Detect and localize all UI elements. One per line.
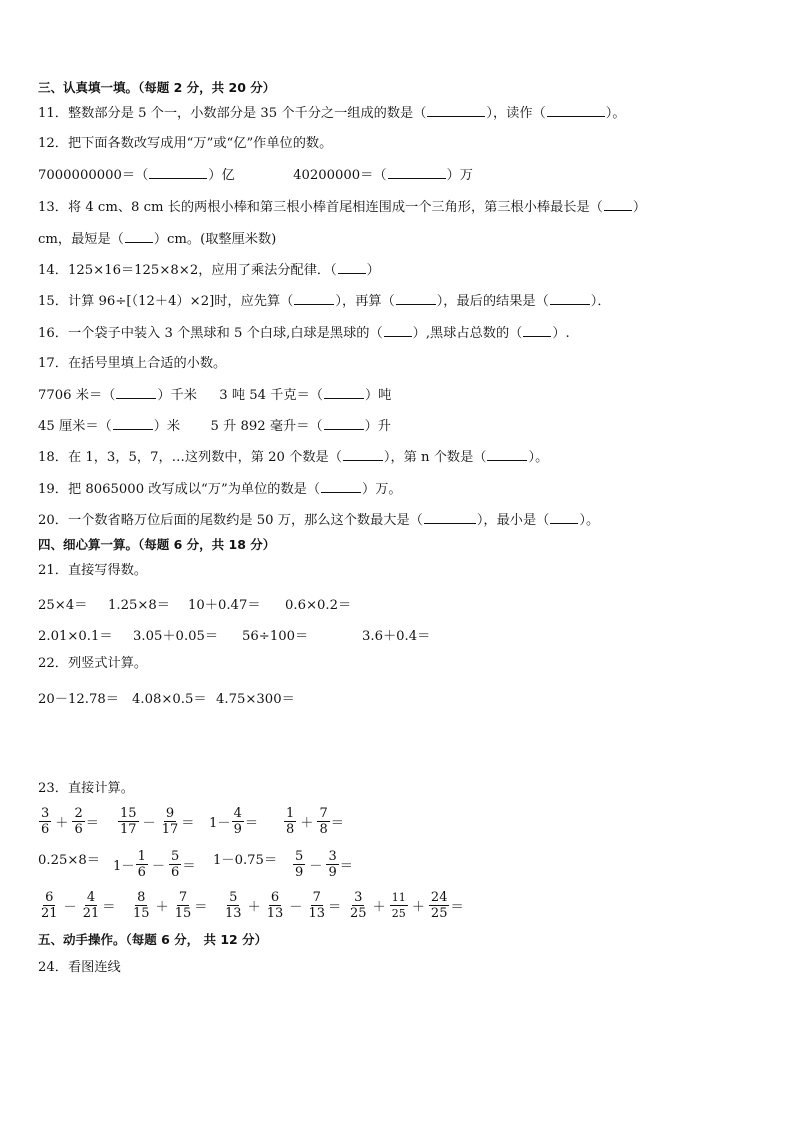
fraction: $\frac{24}{25}$ — [430, 890, 448, 921]
q17-item-b: 3 吨 54 千克＝（ — [219, 388, 323, 403]
q14-text-b: ） — [366, 263, 380, 278]
fraction: $\frac{15}{17}$ — [120, 806, 137, 837]
fraction-expr: $\frac{6}{21}$ － $\frac{4}{21}$ ＝ — [41, 890, 116, 921]
calc-item: 3.05＋0.05＝ — [133, 629, 219, 644]
fraction: $\frac{6}{21}$ — [41, 890, 58, 921]
fraction: $\frac{8}{15}$ — [133, 890, 150, 921]
q16-text-b: ）,黑球占总数的（ — [412, 326, 523, 341]
fraction: $\frac{2}{6}$ — [74, 806, 83, 837]
q15-text-b: ），再算（ — [335, 294, 395, 309]
q12-item-b-unit: ）万 — [446, 168, 473, 183]
fraction: $\frac{9}{17}$ — [161, 806, 179, 837]
calc-item: 4.08×0.5＝ — [132, 692, 207, 707]
q15-text-c: ），最后的结果是（ — [436, 294, 549, 309]
question-22: 22．列竖式计算。 — [38, 656, 148, 671]
q20-text-b: ），最小是（ — [476, 513, 550, 528]
fraction: $\frac{4}{21}$ — [82, 890, 100, 921]
answer-blank[interactable] — [324, 387, 364, 399]
answer-blank[interactable] — [113, 418, 153, 430]
section-5-title: 五、动手操作。（每题 6 分， 共 12 分） — [38, 932, 268, 947]
calc-item: 20－12.78＝ — [38, 692, 119, 707]
calc-item: 0.6×0.2＝ — [285, 598, 352, 613]
section-4-title: 四、细心算一算。（每题 6 分，共 18 分） — [38, 537, 276, 552]
q20-text-c: ）。 — [579, 513, 600, 528]
fraction: $\frac{5}{9}$ — [295, 849, 304, 880]
answer-blank[interactable] — [324, 418, 364, 430]
fraction: $\frac{5}{6}$ — [171, 849, 180, 880]
q15-text-d: ）． — [590, 294, 611, 309]
answer-blank[interactable] — [343, 449, 383, 461]
q16-text-c: ）. — [552, 326, 570, 341]
answer-blank[interactable] — [487, 449, 527, 461]
fraction: $\frac{1}{6}$ — [137, 849, 146, 880]
fraction: $\frac{1}{8}$ — [286, 806, 295, 837]
q13-text-d: ）cm。(取整厘米数) — [153, 232, 277, 247]
fraction-expr: $\frac{5}{9}$ － $\frac{3}{9}$ ＝ — [295, 849, 353, 880]
q18-text-c: ）。 — [528, 450, 549, 465]
q17-item-c: 45 厘米＝（ — [38, 419, 112, 434]
fraction: $\frac{3}{25}$ — [350, 890, 367, 921]
answer-blank[interactable] — [427, 105, 485, 117]
question-19 — [38, 481, 402, 498]
q11-text-c: ）。 — [605, 106, 626, 121]
question-17-row1 — [38, 387, 391, 404]
answer-blank[interactable] — [424, 512, 476, 524]
q19-text-b: ）万。 — [362, 482, 402, 497]
question-12-items — [38, 167, 473, 184]
question-13-line1 — [38, 199, 646, 216]
question-13-line2 — [38, 231, 276, 248]
fraction-expr: 1－ $\frac{4}{9}$ ＝ — [209, 806, 259, 837]
answer-blank[interactable] — [149, 167, 207, 179]
fraction: $\frac{5}{13}$ — [225, 890, 242, 921]
question-20 — [38, 512, 599, 529]
q12-item-a: 7000000000＝（ — [38, 168, 149, 183]
q17-item-a-unit: ）千米 — [157, 388, 197, 403]
answer-blank[interactable] — [116, 387, 156, 399]
fraction-expr: $\frac{15}{17}$ － $\frac{9}{17}$ ＝ — [120, 806, 195, 837]
calc-item: 1－0.75＝ — [213, 853, 278, 868]
q17-item-d-unit: ）升 — [364, 419, 391, 434]
fraction: $\frac{7}{15}$ — [174, 890, 192, 921]
q18-text-b: ），第 n 个数是（ — [383, 450, 487, 465]
fraction-expr: $\frac{3}{6}$ ＋ $\frac{2}{6}$ ＝ — [41, 806, 99, 837]
fraction: $\frac{4}{9}$ — [233, 806, 242, 837]
q17-item-c-unit: ）米 — [153, 419, 181, 434]
answer-blank[interactable] — [388, 167, 446, 179]
q16-text-a: 16．一个袋子中装入 3 个黑球和 5 个白球,白球是黑球的（ — [38, 326, 383, 341]
q11-text-a: 11．整数部分是 5 个一，小数部分是 35 个千分之一组成的数是（ — [38, 106, 427, 121]
fraction-expr: $\frac{8}{15}$ ＋ $\frac{7}{15}$ ＝ — [133, 890, 208, 921]
answer-blank[interactable] — [125, 231, 153, 243]
q11-text-b: ），读作（ — [486, 106, 546, 121]
calc-item: 0.25×8＝ — [38, 853, 100, 868]
fraction: $\frac{3}{6}$ — [41, 806, 50, 837]
fraction: $\frac{7}{13}$ — [308, 890, 326, 921]
question-12: 12．把下面各数改写成用“万”或“亿”作单位的数。 — [38, 136, 333, 151]
fraction-expr: $\frac{1}{8}$ ＋ $\frac{7}{8}$ ＝ — [286, 806, 344, 837]
calc-item: 25×4＝ — [38, 598, 88, 613]
q17-item-d: 5 升 892 毫升＝（ — [210, 419, 323, 434]
question-18 — [38, 449, 548, 466]
question-24: 24．看图连线 — [38, 960, 121, 975]
answer-blank[interactable] — [338, 262, 366, 274]
fraction-expr: $\frac{3}{25}$ ＋ $\frac{11}{25}$ ＋ $\frac{24}{25}$ ＝ — [350, 890, 464, 921]
question-17: 17．在括号里填上合适的小数。 — [38, 356, 227, 371]
section-3-title: 三、认真填一填。（每题 2 分，共 20 分） — [38, 80, 276, 95]
answer-blank[interactable] — [396, 293, 436, 305]
answer-blank[interactable] — [604, 199, 632, 211]
q17-item-b-unit: ）吨 — [364, 388, 392, 403]
answer-blank[interactable] — [294, 293, 334, 305]
answer-blank[interactable] — [523, 325, 551, 337]
question-23: 23．直接计算。 — [38, 781, 134, 796]
calc-item: 4.75×300＝ — [216, 692, 295, 707]
q15-text-a: 15．计算 96÷[（12＋4）×2]时，应先算（ — [38, 294, 294, 309]
calc-item: 2.01×0.1＝ — [38, 629, 113, 644]
answer-blank[interactable] — [384, 325, 412, 337]
q20-text-a: 20．一个数省略万位后面的尾数约是 50 万，那么这个数最大是（ — [38, 513, 423, 528]
q14-text-a: 14．125×16＝125×8×2，应用了乘法分配律．（ — [38, 263, 337, 278]
answer-blank[interactable] — [547, 105, 605, 117]
calc-item: 3.6＋0.4＝ — [362, 629, 431, 644]
calc-item: 10＋0.47＝ — [188, 598, 261, 613]
q12-item-a-unit: ）亿 — [208, 168, 235, 183]
answer-blank[interactable] — [321, 481, 361, 493]
question-17-row2 — [38, 418, 391, 435]
calc-item: 1.25×8＝ — [108, 598, 170, 613]
calc-item: 56÷100＝ — [242, 629, 309, 644]
answer-blank[interactable] — [550, 512, 578, 524]
q12-item-b: 40200000＝（ — [293, 168, 387, 183]
question-16 — [38, 325, 570, 342]
fraction-expr: $\frac{5}{13}$ ＋ $\frac{6}{13}$ － $\frac{7}{13}$ ＝ — [225, 890, 342, 921]
fraction: $\frac{7}{8}$ — [319, 806, 328, 837]
q13-text-b: ） — [632, 200, 647, 215]
fraction: $\frac{6}{13}$ — [266, 890, 284, 921]
q18-text-a: 18．在 1，3，5，7，…这列数中，第 20 个数是（ — [38, 450, 342, 465]
fraction: $\frac{3}{9}$ — [328, 849, 337, 880]
question-21: 21．直接写得数。 — [38, 563, 148, 578]
question-15 — [38, 293, 611, 310]
q13-text-a: 13．将 4 cm、8 cm 长的两根小棒和第三根小棒首尾相连围成一个三角形，第三根小棒最长是（ — [38, 200, 603, 215]
q19-text-a: 19．把 8065000 改写成以“万”为单位的数是（ — [38, 482, 321, 497]
answer-blank[interactable] — [550, 293, 590, 305]
q17-item-a: 7706 米＝（ — [38, 388, 116, 403]
fraction-expr: 1－ $\frac{1}{6}$ － $\frac{5}{6}$ ＝ — [113, 849, 196, 880]
fraction: $\frac{11}{25}$ — [391, 891, 406, 920]
question-11 — [38, 105, 626, 122]
q13-text-c: cm，最短是（ — [38, 232, 124, 247]
question-14 — [38, 262, 380, 279]
